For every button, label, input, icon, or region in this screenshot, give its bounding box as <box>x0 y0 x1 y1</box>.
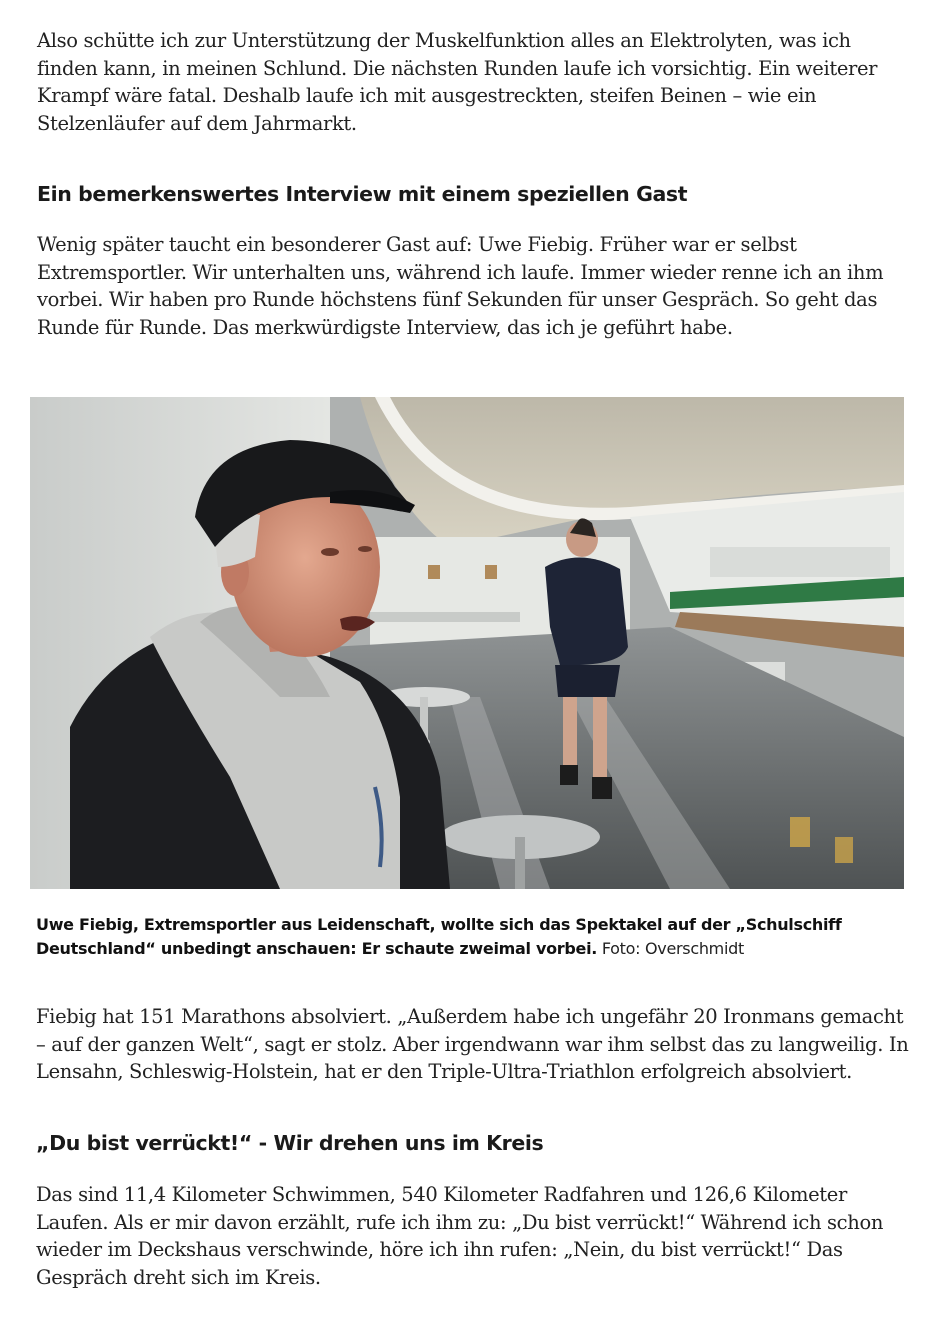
article-paragraph: Fiebig hat 151 Marathons absolviert. „Außerdem habe ich ungefähr 20 Ironmans gemacht – auf der ganzen Welt“, sagt er stolz. Aber irgendwann war ihm selbst das zu langweilig. In Lensahn, Schleswig-Holstein, hat er den Triple-Ultra-Triathlon erfolgreich absolviert. <box>36 1005 909 1084</box>
article-paragraph: Wenig später taucht ein besonderer Gast auf: Uwe Fiebig. Früher war er selbst Extremsportler. Wir unterhalten uns, während ich laufe. Immer wieder renne ich an ihm vorbei. Wir haben pro Runde höchstens fünf Sekunden für unser Gespräch. So geht das Runde für Runde. Das merkwürdigste Interview, das ich je geführt habe. <box>37 233 884 339</box>
photo-illustration <box>30 397 904 889</box>
photo-caption <box>36 913 916 961</box>
article-photo <box>30 397 904 889</box>
article-paragraph: Also schütte ich zur Unterstützung der Muskelfunktion alles an Elektrolyten, was ich finden kann, in meinen Schlund. Die nächsten Runden laufe ich vorsichtig. Ein weiterer Krampf wäre fatal. Deshalb laufe ich mit ausgestreckten, steifen Beinen – wie ein Stelzenläufer auf dem Jahrmarkt. <box>37 29 878 135</box>
photo-credit: Foto: Overschmidt <box>601 939 744 958</box>
section-heading: Ein bemerkenswertes Interview mit einem speziellen Gast <box>37 182 688 206</box>
article-paragraph: Das sind 11,4 Kilometer Schwimmen, 540 Kilometer Radfahren und 126,6 Kilometer Laufen. Als er mir davon erzählt, rufe ich ihm zu: „Du bist verrückt!“ Während ich schon wieder im Deckshaus verschwinde, höre ich ihn rufen: „Nein, du bist verrückt!“ Das Gespräch dreht sich im Kreis. <box>36 1183 884 1289</box>
section-heading: „Du bist verrückt!“ - Wir drehen uns im Kreis <box>36 1131 544 1155</box>
caption-text: Uwe Fiebig, Extremsportler aus Leidenschaft, wollte sich das Spektakel auf der „Schulschiff Deutschland“ unbedingt anschauen: Er schaute zweimal vorbei. <box>36 915 842 958</box>
